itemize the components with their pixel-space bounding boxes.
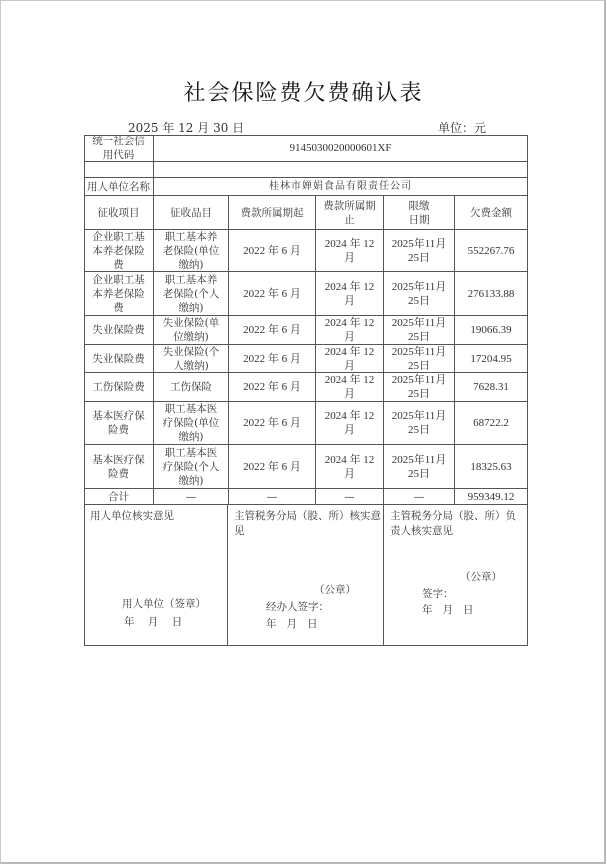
row-amount: 276133.88 [455,272,528,316]
row-amount: 17204.95 [455,345,528,373]
row-due-date: 2025年11月25日 [384,316,455,345]
row-item: 失业保险费 [84,345,154,373]
row-category: 职工基本养老保险(个人缴纳) [154,272,229,316]
row-due-date: 2025年11月25日 [384,272,455,316]
row-item: 基本医疗保险费 [84,445,154,489]
row-category: 职工基本医疗保险(单位缴纳) [154,402,229,445]
total-amount: 959349.12 [455,489,528,505]
row-period-start: 2022 年 6 月 [229,445,316,489]
row-due-date: 2025年11月25日 [384,230,455,272]
row-item: 企业职工基本养老保险费 [84,272,154,316]
row-amount: 7628.31 [455,373,528,402]
branch-opinion-box [228,505,384,646]
row-period-start: 2022 年 6 月 [229,230,316,272]
row-period-end: 2024 年 12月 [316,373,384,402]
credit-code-value: 9145030020000601XF [154,135,528,162]
row-due-date: 2025年11月25日 [384,445,455,489]
branch-opinion-label: 主管税务分局（股、所）核实意见 [234,510,381,537]
row-period-start: 2022 年 6 月 [229,316,316,345]
header-due-date: 限缴日期 [384,196,455,230]
row-category: 失业保险(单位缴纳) [154,316,229,345]
row-item: 基本医疗保险费 [84,402,154,445]
branch-seal-label: （公章） [314,584,356,596]
header-amount: 欠费金额 [455,196,528,230]
employer-opinion-box [84,505,228,646]
row-due-date: 2025年11月25日 [384,345,455,373]
row-item: 失业保险费 [84,316,154,345]
row-period-end: 2024 年 12月 [316,272,384,316]
total-dash: — [384,489,455,505]
row-due-date: 2025年11月25日 [384,373,455,402]
head-date-label: 年 月 日 [422,604,474,616]
total-dash: — [229,489,316,505]
row-amount: 19066.39 [455,316,528,345]
head-opinion-box [384,505,528,646]
row-category: 失业保险(个人缴纳) [154,345,229,373]
employer-name-label: 用人单位名称 [84,178,154,196]
row-period-start: 2022 年 6 月 [229,402,316,445]
row-period-start: 2022 年 6 月 [229,373,316,402]
employer-name-value: 桂林市婵娟食品有限责任公司 [154,178,528,196]
head-opinion-label: 主管税务分局（股、所）负责人核实意见 [390,510,516,537]
total-label: 合计 [84,489,154,505]
row-period-start: 2022 年 6 月 [229,272,316,316]
branch-handler-signature: 经办人签字： [266,601,329,613]
row-period-end: 2024 年 12月 [316,445,384,489]
row-period-end: 2024 年 12月 [316,230,384,272]
row-item: 企业职工基本养老保险费 [84,230,154,272]
employer-opinion-label: 用人单位核实意见 [90,510,174,522]
row-amount: 68722.2 [455,402,528,445]
head-signature: 签字： [422,588,454,600]
total-dash: — [154,489,229,505]
row-period-end: 2024 年 12月 [316,316,384,345]
total-dash: — [316,489,384,505]
document-date: 2025 年 12 月 30 日 [128,121,245,135]
row-amount: 552267.76 [455,230,528,272]
header-category: 征收品目 [154,196,229,230]
row-due-date: 2025年11月25日 [384,402,455,445]
row-category: 职工基本养老保险(单位缴纳) [154,230,229,272]
header-period-end: 费款所属期止 [316,196,384,230]
row-amount: 18325.63 [455,445,528,489]
page-title: 社会保险费欠费确认表 [183,81,424,106]
branch-date-label: 年 月 日 [266,618,318,630]
row-period-end: 2024 年 12月 [316,345,384,373]
header-period-start: 费款所属期起 [229,196,316,230]
row-item: 工伤保险费 [84,373,154,402]
credit-code-label: 统一社会信用代码 [84,135,154,162]
currency-unit: 单位：元 [438,121,487,135]
row-period-start: 2022 年 6 月 [229,345,316,373]
row-period-end: 2024 年 12月 [316,402,384,445]
row-category: 工伤保险 [154,373,229,402]
employer-date-label: 年 月 日 [124,616,183,628]
head-seal-label: （公章） [460,571,502,583]
employer-seal-label: 用人单位（签章） [122,598,206,610]
header-item: 征收项目 [84,196,154,230]
row-category: 职工基本医疗保险(个人缴纳) [154,445,229,489]
